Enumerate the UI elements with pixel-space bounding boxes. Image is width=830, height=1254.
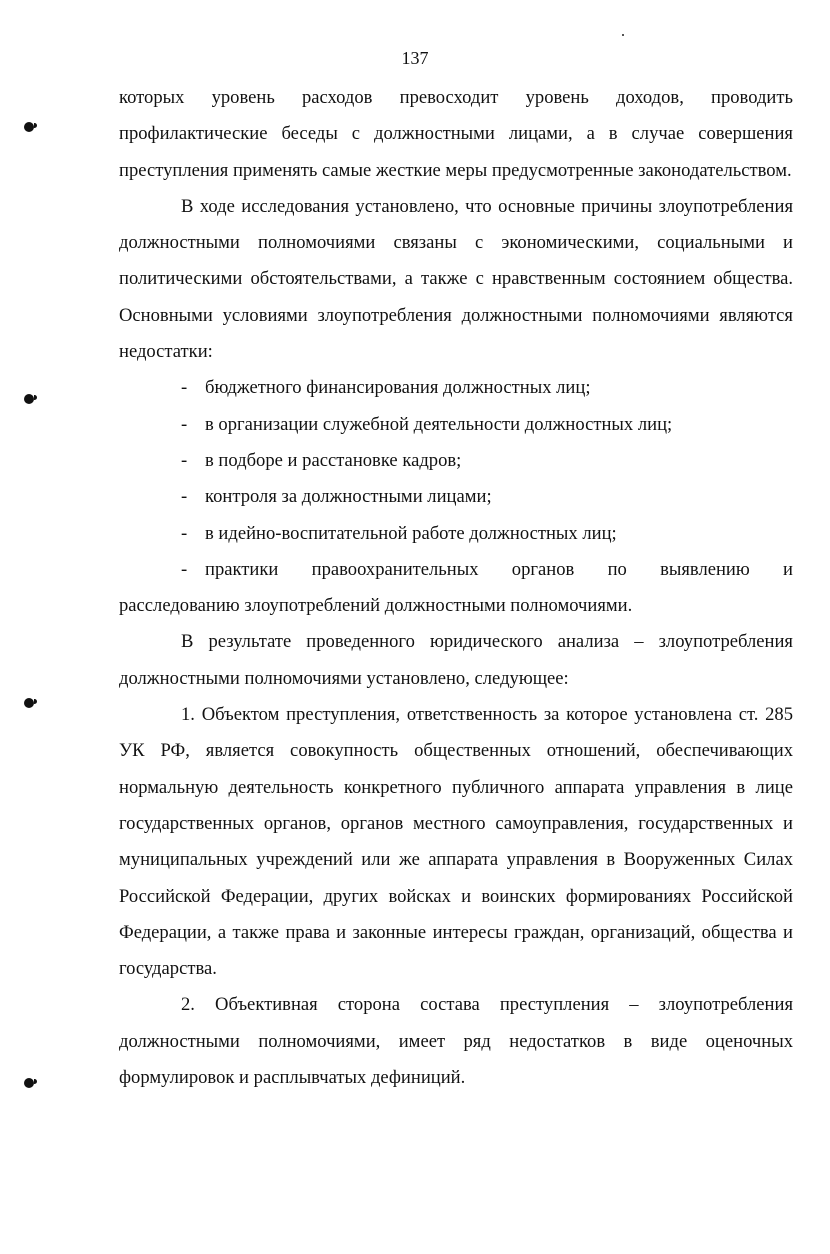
punch-hole-1 [24,122,34,132]
list-item-text: в организации служебной деятельности должностных лиц; [205,413,673,435]
deficiencies-list [119,370,793,624]
list-item [119,407,793,443]
list-item-text: в подборе и расстановке кадров; [205,449,462,471]
list-item [119,516,793,552]
list-item-text: бюджетного финансирования должностных лиц; [205,377,591,399]
list-dash: - [181,558,188,580]
paragraph-analysis-intro: В результате проведенного юридического анализа – злоупотребления должностными полномочиями установлено, следующее: [119,631,793,689]
paragraph-causes: В ходе исследования установлено, что основные причины злоупотребления должностными полномочиями связаны с экономическими, социальными и политическими обстоятельствами, а также с нравственным состоянием общества. Основными условиями злоупотребления должностными полномочиями являются недостатки: [119,195,793,363]
list-item-last-continuation: расследованию злоупотреблений должностными полномочиями. [119,595,633,617]
document-body [119,80,793,1096]
list-item-text: практики правоохранительных органов по выявлению и [205,558,793,580]
list-item [119,370,793,406]
page-number: 137 [401,48,429,68]
list-item-text: в идейно-воспитательной работе должностных лиц; [205,522,617,544]
list-dash: - [181,522,188,544]
list-item [119,479,793,515]
list-dash: - [181,449,188,471]
list-item [119,443,793,479]
list-item-last [119,552,793,588]
scan-speck [622,34,624,36]
punch-hole-2 [24,394,34,404]
paragraph-continuation: которых уровень расходов превосходит уровень доходов, проводить профилактические беседы с должностными лицами, а в случае совершения преступления применять самые жесткие меры предусмотренные законодательством. [119,87,793,181]
paragraph-point-2: 2. Объективная сторона состава преступления – злоупотребления должностными полномочиями, имеет ряд недостатков в виде оценочных формулировок и расплывчатых дефиниций. [119,994,793,1089]
list-dash: - [181,413,188,435]
list-dash: - [181,377,188,399]
punch-hole-4 [24,1078,34,1088]
punch-hole-3 [24,698,34,708]
paragraph-point-1: 1. Объектом преступления, ответственность за которое установлена ст. 285 УК РФ, является совокупность общественных отношений, обеспечивающих нормальную деятельность конкретного публичного аппарата управления в лице государственных органов, органов местного самоуправления, государственных и муниципальных учреждений или же аппарата управления в Вооруженных Силах Российской Федерации, других войсках и воинских формированиях Российской Федерации, а также права и законные интересы граждан, организаций, общества и государства. [119,704,793,980]
list-dash: - [181,486,188,508]
list-item-text: контроля за должностными лицами; [205,486,492,508]
